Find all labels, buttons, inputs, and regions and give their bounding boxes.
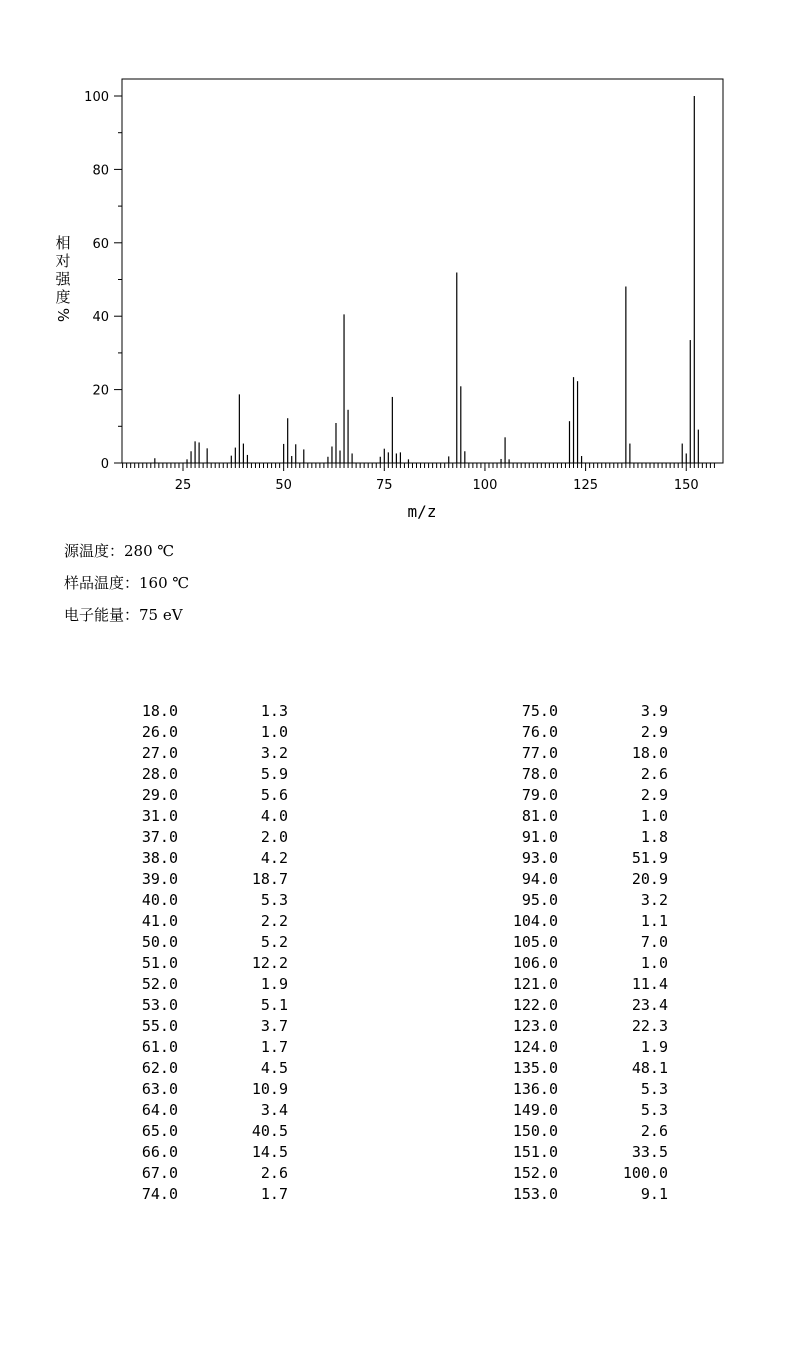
- table-row: [448, 849, 668, 870]
- table-row: [68, 912, 288, 933]
- relative-intensity-value: 5.3: [640, 1080, 668, 1098]
- x-axis-label: m/z: [407, 502, 437, 521]
- mz-value: 93.0: [521, 849, 558, 867]
- table-row: [448, 744, 668, 765]
- mz-value: 152.0: [512, 1164, 558, 1182]
- mz-value: 29.0: [141, 786, 178, 804]
- relative-intensity-value: 33.5: [631, 1143, 668, 1161]
- relative-intensity-value: 1.7: [260, 1038, 288, 1056]
- mz-value: 123.0: [512, 1017, 558, 1035]
- mz-value: 65.0: [141, 1122, 178, 1140]
- source-temperature: 源温度：280 ℃: [64, 542, 175, 560]
- mz-value: 38.0: [141, 849, 178, 867]
- mz-value: 95.0: [521, 891, 558, 909]
- x-tick-label: 50: [275, 478, 292, 493]
- relative-intensity-value: 5.3: [640, 1101, 668, 1119]
- y-tick-label: 20: [92, 383, 109, 399]
- relative-intensity-value: 12.2: [251, 954, 288, 972]
- mz-value: 77.0: [521, 744, 558, 762]
- table-row: [448, 1017, 668, 1038]
- table-row: [448, 723, 668, 744]
- relative-intensity-value: 5.9: [260, 765, 288, 783]
- table-row: [448, 1038, 668, 1059]
- table-row: [68, 1122, 288, 1143]
- y-tick-label: 40: [92, 310, 109, 326]
- relative-intensity-value: 1.0: [260, 723, 288, 741]
- relative-intensity-value: 2.6: [640, 1122, 668, 1140]
- mz-value: 78.0: [521, 765, 558, 783]
- relative-intensity-value: 20.9: [631, 870, 668, 888]
- relative-intensity-value: 3.4: [260, 1101, 288, 1119]
- table-row: [448, 1080, 668, 1101]
- table-row: [68, 891, 288, 912]
- mz-value: 55.0: [141, 1017, 178, 1035]
- table-row: [448, 975, 668, 996]
- mz-value: 150.0: [512, 1122, 558, 1140]
- y-axis-label-char: 强: [55, 270, 71, 288]
- relative-intensity-value: 1.0: [640, 807, 668, 825]
- mz-value: 122.0: [512, 996, 558, 1014]
- mz-value: 50.0: [141, 933, 178, 951]
- spectrum-bars: [155, 96, 699, 463]
- table-row: [448, 870, 668, 891]
- relative-intensity-value: 5.3: [260, 891, 288, 909]
- relative-intensity-value: 2.6: [640, 765, 668, 783]
- table-row: [68, 744, 288, 765]
- y-tick-label: 80: [92, 163, 109, 179]
- relative-intensity-value: 2.9: [640, 723, 668, 741]
- x-tick-label: 150: [673, 478, 699, 493]
- relative-intensity-value: 51.9: [631, 849, 668, 867]
- mz-value: 40.0: [141, 891, 178, 909]
- relative-intensity-value: 18.0: [631, 744, 668, 762]
- mz-value: 135.0: [512, 1059, 558, 1077]
- table-row: [448, 702, 668, 723]
- relative-intensity-value: 1.3: [260, 702, 288, 720]
- peak-table-right: [448, 702, 668, 1206]
- mz-value: 121.0: [512, 975, 558, 993]
- plot-frame: [122, 79, 723, 463]
- relative-intensity-value: 9.1: [640, 1185, 668, 1203]
- x-tick-label: 100: [472, 478, 498, 493]
- relative-intensity-value: 40.5: [251, 1122, 288, 1140]
- relative-intensity-value: 14.5: [251, 1143, 288, 1161]
- relative-intensity-value: 5.6: [260, 786, 288, 804]
- mz-value: 79.0: [521, 786, 558, 804]
- mz-value: 81.0: [521, 807, 558, 825]
- table-row: [68, 1143, 288, 1164]
- table-row: [448, 786, 668, 807]
- table-row: [448, 1122, 668, 1143]
- mz-value: 63.0: [141, 1080, 178, 1098]
- y-tick-label: 100: [84, 90, 109, 105]
- x-tick-label: 75: [376, 478, 393, 493]
- mz-value: 61.0: [141, 1038, 178, 1056]
- mz-value: 136.0: [512, 1080, 558, 1098]
- table-row: [448, 807, 668, 828]
- mz-value: 26.0: [141, 723, 178, 741]
- table-row: [448, 1143, 668, 1164]
- mass-spectrum-chart: [0, 0, 794, 530]
- table-row: [68, 870, 288, 891]
- relative-intensity-value: 2.2: [260, 912, 288, 930]
- relative-intensity-value: 100.0: [622, 1164, 668, 1182]
- relative-intensity-value: 4.2: [260, 849, 288, 867]
- table-row: [448, 912, 668, 933]
- peak-table-left: [68, 702, 288, 1206]
- mz-value: 153.0: [512, 1185, 558, 1203]
- table-row: [68, 723, 288, 744]
- table-row: [448, 1059, 668, 1080]
- relative-intensity-value: 1.8: [640, 828, 668, 846]
- relative-intensity-value: 4.5: [260, 1059, 288, 1077]
- relative-intensity-value: 5.2: [260, 933, 288, 951]
- mz-value: 66.0: [141, 1143, 178, 1161]
- table-row: [448, 765, 668, 786]
- x-axis: [123, 463, 715, 493]
- relative-intensity-value: 23.4: [631, 996, 668, 1014]
- relative-intensity-value: 3.2: [260, 744, 288, 762]
- table-row: [68, 1017, 288, 1038]
- relative-intensity-value: 1.7: [260, 1185, 288, 1203]
- mz-value: 53.0: [141, 996, 178, 1014]
- y-axis-label-char: 对: [55, 252, 71, 270]
- y-axis-label-char: 度: [55, 288, 71, 306]
- relative-intensity-value: 4.0: [260, 807, 288, 825]
- y-axis-label: [53, 234, 73, 324]
- mz-value: 31.0: [141, 807, 178, 825]
- y-axis: [84, 90, 122, 472]
- table-row: [68, 933, 288, 954]
- mz-value: 124.0: [512, 1038, 558, 1056]
- relative-intensity-value: 5.1: [260, 996, 288, 1014]
- relative-intensity-value: 3.9: [640, 702, 668, 720]
- mz-value: 91.0: [521, 828, 558, 846]
- table-row: [68, 1059, 288, 1080]
- table-row: [448, 996, 668, 1017]
- table-row: [448, 828, 668, 849]
- mz-value: 52.0: [141, 975, 178, 993]
- table-row: [68, 849, 288, 870]
- table-row: [68, 975, 288, 996]
- relative-intensity-value: 2.6: [260, 1164, 288, 1182]
- y-axis-unit: %: [53, 307, 72, 323]
- table-row: [448, 1101, 668, 1122]
- relative-intensity-value: 18.7: [251, 870, 288, 888]
- table-row: [448, 891, 668, 912]
- electron-energy: 电子能量：75 eV: [64, 606, 183, 624]
- y-axis-label-char: 相: [55, 234, 71, 252]
- relative-intensity-value: 48.1: [631, 1059, 668, 1077]
- table-row: [68, 702, 288, 723]
- table-row: [68, 1080, 288, 1101]
- table-row: [68, 1185, 288, 1206]
- mz-value: 74.0: [141, 1185, 178, 1203]
- table-row: [68, 828, 288, 849]
- mz-value: 149.0: [512, 1101, 558, 1119]
- table-row: [68, 996, 288, 1017]
- mz-value: 104.0: [512, 912, 558, 930]
- relative-intensity-value: 7.0: [640, 933, 668, 951]
- mz-value: 64.0: [141, 1101, 178, 1119]
- mz-value: 75.0: [521, 702, 558, 720]
- table-row: [448, 1164, 668, 1185]
- mz-value: 18.0: [141, 702, 178, 720]
- mz-value: 94.0: [521, 870, 558, 888]
- x-tick-label: 125: [573, 478, 599, 493]
- table-row: [448, 954, 668, 975]
- mz-value: 27.0: [141, 744, 178, 762]
- mz-value: 37.0: [141, 828, 178, 846]
- relative-intensity-value: 3.7: [260, 1017, 288, 1035]
- relative-intensity-value: 1.1: [640, 912, 668, 930]
- table-row: [68, 954, 288, 975]
- table-row: [68, 1038, 288, 1059]
- table-row: [68, 765, 288, 786]
- table-row: [448, 933, 668, 954]
- relative-intensity-value: 2.9: [640, 786, 668, 804]
- table-row: [68, 1101, 288, 1122]
- mz-value: 28.0: [141, 765, 178, 783]
- relative-intensity-value: 3.2: [640, 891, 668, 909]
- mz-value: 106.0: [512, 954, 558, 972]
- y-tick-label: 60: [92, 236, 109, 252]
- relative-intensity-value: 1.0: [640, 954, 668, 972]
- mz-value: 76.0: [521, 723, 558, 741]
- table-row: [68, 786, 288, 807]
- table-row: [448, 1185, 668, 1206]
- table-row: [68, 807, 288, 828]
- mz-value: 67.0: [141, 1164, 178, 1182]
- relative-intensity-value: 22.3: [631, 1017, 668, 1035]
- y-tick-label: 0: [100, 457, 109, 472]
- relative-intensity-value: 2.0: [260, 828, 288, 846]
- relative-intensity-value: 1.9: [640, 1038, 668, 1056]
- relative-intensity-value: 10.9: [251, 1080, 288, 1098]
- mz-value: 151.0: [512, 1143, 558, 1161]
- mz-value: 39.0: [141, 870, 178, 888]
- relative-intensity-value: 1.9: [260, 975, 288, 993]
- mz-value: 41.0: [141, 912, 178, 930]
- sample-temperature: 样品温度：160 ℃: [64, 574, 190, 592]
- mz-value: 62.0: [141, 1059, 178, 1077]
- mz-value: 51.0: [141, 954, 178, 972]
- mz-value: 105.0: [512, 933, 558, 951]
- relative-intensity-value: 11.4: [631, 975, 668, 993]
- x-tick-label: 25: [174, 478, 192, 493]
- table-row: [68, 1164, 288, 1185]
